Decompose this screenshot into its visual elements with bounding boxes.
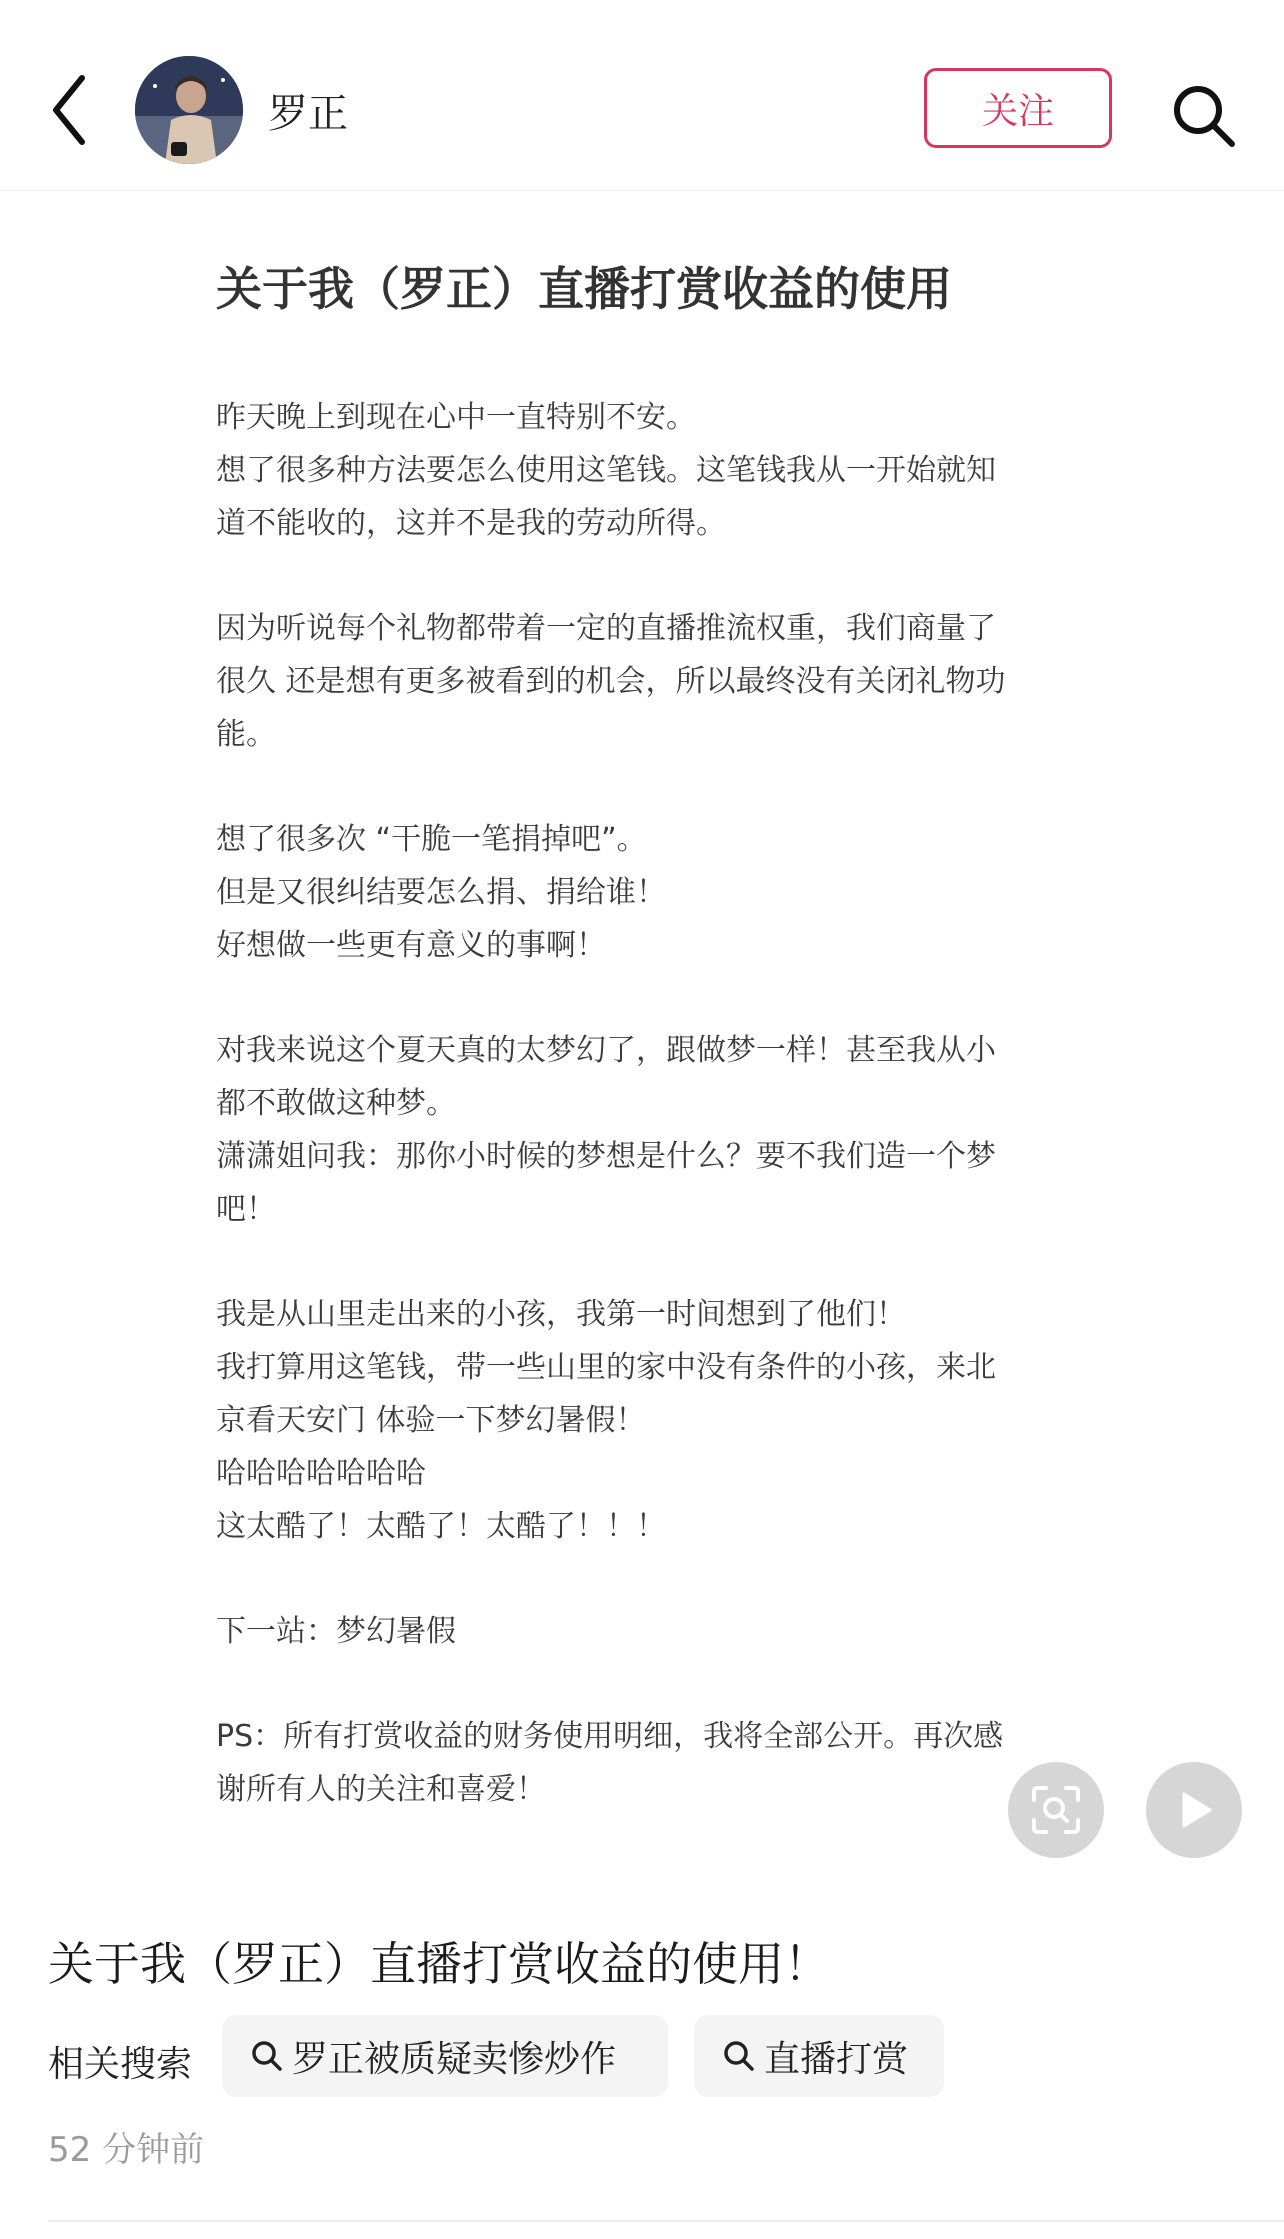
- text-line: 对我来说这个夏天真的太梦幻了，跟做梦一样！甚至我从小: [216, 1033, 996, 1068]
- back-button[interactable]: [46, 70, 96, 150]
- article-image: [0, 191, 1284, 1891]
- post-timestamp: 52 分钟前: [48, 2130, 205, 2170]
- paragraph: [216, 1710, 1056, 1816]
- related-search-label: 相关搜索: [48, 2044, 193, 2085]
- text-line: 我打算用这笔钱，带一些山里的家中没有条件的小孩，来北: [216, 1350, 996, 1385]
- text-line: 能。: [216, 717, 276, 752]
- avatar-image: [135, 56, 243, 164]
- text-line: 吧！: [216, 1192, 276, 1227]
- related-search-text: 直播打赏: [764, 2038, 909, 2080]
- divider: [48, 2220, 1284, 2222]
- paragraph: [216, 813, 1056, 972]
- search-icon: [1168, 80, 1238, 150]
- text-line: 潇潇姐问我：那你小时候的梦想是什么？要不我们造一个梦: [216, 1139, 996, 1174]
- paragraph: [216, 602, 1056, 761]
- search-button[interactable]: [1168, 80, 1238, 150]
- text-line: 这太酷了！太酷了！太酷了！！！: [216, 1509, 666, 1544]
- post-title: 关于我（罗正）直播打赏收益的使用！: [48, 1937, 830, 1991]
- text-line: 因为听说每个礼物都带着一定的直播推流权重，我们商量了: [216, 611, 996, 646]
- article-title: 关于我（罗正）直播打赏收益的使用: [216, 262, 952, 316]
- scan-icon: [1030, 1784, 1082, 1836]
- avatar[interactable]: [135, 56, 243, 164]
- paragraph: [216, 1605, 1056, 1658]
- text-line: 道不能收的，这并不是我的劳动所得。: [216, 506, 726, 541]
- paragraph: [216, 391, 1056, 550]
- paragraph: [216, 1288, 1056, 1553]
- text-line: 很久 还是想有更多被看到的机会，所以最终没有关闭礼物功: [216, 664, 1006, 699]
- text-line: 谢所有人的关注和喜爱！: [216, 1772, 546, 1807]
- back-chevron-icon: [46, 70, 96, 150]
- image-search-button[interactable]: [1008, 1762, 1104, 1858]
- author-name[interactable]: 罗正: [268, 91, 348, 137]
- search-icon: [722, 2039, 756, 2073]
- related-search-chip[interactable]: [694, 2015, 944, 2097]
- text-line: 但是又很纠结要怎么捐、捐给谁！: [216, 875, 666, 910]
- paragraph: [216, 1024, 1056, 1236]
- play-icon: [1172, 1788, 1216, 1832]
- article-body: [216, 391, 1056, 1868]
- top-bar: [0, 0, 1284, 191]
- text-line: 京看天安门 体验一下梦幻暑假！: [216, 1403, 646, 1438]
- text-line: 好想做一些更有意义的事啊！: [216, 928, 606, 963]
- text-line: 昨天晚上到现在心中一直特别不安。: [216, 400, 696, 435]
- text-line: 下一站：梦幻暑假: [216, 1614, 456, 1649]
- text-line: 都不敢做这种梦。: [216, 1086, 456, 1121]
- search-icon: [250, 2039, 284, 2073]
- follow-button[interactable]: 关注: [924, 68, 1112, 148]
- text-line: PS：所有打赏收益的财务使用明细，我将全部公开。再次感: [216, 1719, 1004, 1754]
- text-line: 想了很多种方法要怎么使用这笔钱。这笔钱我从一开始就知: [216, 453, 996, 488]
- text-line: 想了很多次 “干脆一笔捐掉吧”。: [216, 822, 647, 857]
- text-line: 我是从山里走出来的小孩，我第一时间想到了他们！: [216, 1297, 906, 1332]
- text-line: 哈哈哈哈哈哈哈: [216, 1456, 426, 1491]
- related-search-chip[interactable]: [222, 2015, 668, 2097]
- play-button[interactable]: [1146, 1762, 1242, 1858]
- related-search-text: 罗正被质疑卖惨炒作: [292, 2038, 617, 2080]
